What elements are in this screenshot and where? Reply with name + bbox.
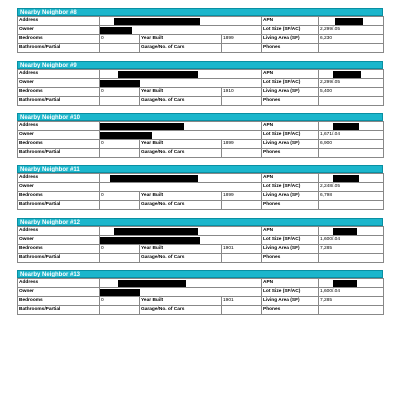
lot-size-label: Lot Size (SF/AC) xyxy=(262,131,319,140)
table-row xyxy=(18,140,384,149)
redaction-bar xyxy=(100,132,152,140)
lot-size-value: 1,600/.04 xyxy=(319,236,384,245)
apn-value xyxy=(319,227,384,236)
lot-size-label: Lot Size (SF/AC) xyxy=(262,79,319,88)
table-row xyxy=(18,236,384,245)
apn-label: APN xyxy=(262,279,319,288)
owner-label: Owner xyxy=(18,183,100,192)
year-built-label: Year Built xyxy=(140,192,222,201)
redaction-bar xyxy=(333,123,359,131)
lot-size-value: 2,299/.05 xyxy=(319,79,384,88)
table-row xyxy=(18,97,384,106)
bathrooms-value xyxy=(100,254,140,263)
owner-label: Owner xyxy=(18,288,100,297)
bathrooms-label: Bathrooms/Partial xyxy=(18,149,100,158)
garage-value xyxy=(222,254,262,263)
garage-label: Garage/No. of Cars xyxy=(140,306,222,315)
table-row xyxy=(18,26,384,35)
redaction-bar xyxy=(100,289,140,297)
table-row xyxy=(18,149,384,158)
bedrooms-value: 0 xyxy=(100,35,140,44)
bathrooms-value xyxy=(100,201,140,210)
address-label: Address xyxy=(18,17,100,26)
redaction-bar xyxy=(114,18,200,26)
address-value xyxy=(100,174,262,183)
year-built-label: Year Built xyxy=(140,297,222,306)
year-built-label: Year Built xyxy=(140,35,222,44)
living-area-value: 6,798 xyxy=(319,192,384,201)
phones-value xyxy=(319,149,384,158)
address-value xyxy=(100,122,262,131)
bedrooms-label: Bedrooms xyxy=(18,245,100,254)
section-title: Nearby Neighbor #11 xyxy=(17,165,383,173)
bathrooms-label: Bathrooms/Partial xyxy=(18,306,100,315)
garage-label: Garage/No. of Cars xyxy=(140,149,222,158)
table-row xyxy=(18,192,384,201)
address-label: Address xyxy=(18,70,100,79)
phones-label: Phones xyxy=(262,149,319,158)
neighbor-section xyxy=(17,113,383,158)
property-table xyxy=(17,69,384,106)
table-row xyxy=(18,17,384,26)
phones-value xyxy=(319,201,384,210)
property-table xyxy=(17,278,384,315)
table-row xyxy=(18,35,384,44)
garage-label: Garage/No. of Cars xyxy=(140,201,222,210)
phones-value xyxy=(319,254,384,263)
property-table xyxy=(17,121,384,158)
lot-size-label: Lot Size (SF/AC) xyxy=(262,288,319,297)
table-row xyxy=(18,279,384,288)
phones-value xyxy=(319,306,384,315)
phones-value xyxy=(319,97,384,106)
bedrooms-value: 0 xyxy=(100,140,140,149)
garage-value xyxy=(222,44,262,53)
table-row xyxy=(18,183,384,192)
lot-size-label: Lot Size (SF/AC) xyxy=(262,236,319,245)
address-label: Address xyxy=(18,174,100,183)
bathrooms-value xyxy=(100,149,140,158)
address-value xyxy=(100,17,262,26)
lot-size-label: Lot Size (SF/AC) xyxy=(262,26,319,35)
property-table xyxy=(17,173,384,210)
redaction-bar xyxy=(100,123,184,131)
bathrooms-value xyxy=(100,306,140,315)
apn-value xyxy=(319,279,384,288)
bathrooms-label: Bathrooms/Partial xyxy=(18,254,100,263)
apn-label: APN xyxy=(262,227,319,236)
bedrooms-label: Bedrooms xyxy=(18,35,100,44)
living-area-label: Living Area (SF) xyxy=(262,297,319,306)
table-row xyxy=(18,88,384,97)
year-built-value: 1901 xyxy=(222,245,262,254)
owner-value xyxy=(100,26,262,35)
table-row xyxy=(18,44,384,53)
living-area-label: Living Area (SF) xyxy=(262,35,319,44)
phones-label: Phones xyxy=(262,97,319,106)
phones-label: Phones xyxy=(262,254,319,263)
redaction-bar xyxy=(110,175,198,183)
year-built-value: 1910 xyxy=(222,88,262,97)
bedrooms-label: Bedrooms xyxy=(18,192,100,201)
phones-value xyxy=(319,44,384,53)
garage-value xyxy=(222,149,262,158)
neighbor-section xyxy=(17,270,383,315)
bathrooms-value xyxy=(100,97,140,106)
table-row xyxy=(18,306,384,315)
table-row xyxy=(18,288,384,297)
owner-value xyxy=(100,131,262,140)
bathrooms-value xyxy=(100,44,140,53)
neighbor-section xyxy=(17,61,383,106)
lot-size-label: Lot Size (SF/AC) xyxy=(262,183,319,192)
year-built-value: 1899 xyxy=(222,140,262,149)
section-title: Nearby Neighbor #9 xyxy=(17,61,383,69)
bedrooms-label: Bedrooms xyxy=(18,140,100,149)
living-area-label: Living Area (SF) xyxy=(262,88,319,97)
garage-value xyxy=(222,306,262,315)
table-row xyxy=(18,201,384,210)
bathrooms-label: Bathrooms/Partial xyxy=(18,201,100,210)
garage-label: Garage/No. of Cars xyxy=(140,44,222,53)
section-title: Nearby Neighbor #10 xyxy=(17,113,383,121)
redaction-bar xyxy=(114,228,198,236)
phones-label: Phones xyxy=(262,44,319,53)
redaction-bar xyxy=(100,237,200,245)
address-label: Address xyxy=(18,279,100,288)
property-table xyxy=(17,16,384,53)
owner-value xyxy=(100,183,262,192)
lot-size-value: 1,671/.04 xyxy=(319,131,384,140)
bedrooms-value: 0 xyxy=(100,88,140,97)
redaction-bar xyxy=(100,27,132,35)
apn-value xyxy=(319,122,384,131)
year-built-value: 1899 xyxy=(222,192,262,201)
lot-size-value: 2,299/.05 xyxy=(319,26,384,35)
bedrooms-label: Bedrooms xyxy=(18,88,100,97)
garage-label: Garage/No. of Cars xyxy=(140,254,222,263)
section-title: Nearby Neighbor #13 xyxy=(17,270,383,278)
apn-value xyxy=(319,70,384,79)
neighbor-section xyxy=(17,218,383,263)
apn-label: APN xyxy=(262,17,319,26)
address-value xyxy=(100,70,262,79)
owner-value xyxy=(100,288,262,297)
garage-label: Garage/No. of Cars xyxy=(140,97,222,106)
year-built-label: Year Built xyxy=(140,88,222,97)
table-row xyxy=(18,227,384,236)
redaction-bar xyxy=(335,18,363,26)
redaction-bar xyxy=(333,228,357,236)
living-area-value: 7,285 xyxy=(319,245,384,254)
redaction-bar xyxy=(333,175,359,183)
bedrooms-value: 0 xyxy=(100,245,140,254)
address-value xyxy=(100,227,262,236)
year-built-label: Year Built xyxy=(140,245,222,254)
apn-label: APN xyxy=(262,122,319,131)
living-area-label: Living Area (SF) xyxy=(262,192,319,201)
bathrooms-label: Bathrooms/Partial xyxy=(18,44,100,53)
table-row xyxy=(18,79,384,88)
lot-size-value: 1,600/.04 xyxy=(319,288,384,297)
lot-size-value: 2,248/.05 xyxy=(319,183,384,192)
bedrooms-value: 0 xyxy=(100,192,140,201)
address-label: Address xyxy=(18,122,100,131)
owner-label: Owner xyxy=(18,236,100,245)
living-area-label: Living Area (SF) xyxy=(262,140,319,149)
living-area-value: 6,230 xyxy=(319,35,384,44)
property-table xyxy=(17,226,384,263)
table-row xyxy=(18,245,384,254)
garage-value xyxy=(222,97,262,106)
owner-label: Owner xyxy=(18,131,100,140)
table-row xyxy=(18,70,384,79)
table-row xyxy=(18,174,384,183)
year-built-value: 1901 xyxy=(222,297,262,306)
neighbor-section xyxy=(17,165,383,210)
bedrooms-label: Bedrooms xyxy=(18,297,100,306)
phones-label: Phones xyxy=(262,306,319,315)
redaction-bar xyxy=(333,71,361,79)
redaction-bar xyxy=(118,280,186,288)
table-row xyxy=(18,297,384,306)
apn-label: APN xyxy=(262,174,319,183)
garage-value xyxy=(222,201,262,210)
address-value xyxy=(100,279,262,288)
table-row xyxy=(18,122,384,131)
living-area-label: Living Area (SF) xyxy=(262,245,319,254)
owner-label: Owner xyxy=(18,79,100,88)
neighbor-section xyxy=(17,8,383,53)
owner-value xyxy=(100,79,262,88)
apn-label: APN xyxy=(262,70,319,79)
apn-value xyxy=(319,17,384,26)
owner-value xyxy=(100,236,262,245)
section-title: Nearby Neighbor #8 xyxy=(17,8,383,16)
redaction-bar xyxy=(333,280,357,288)
owner-label: Owner xyxy=(18,26,100,35)
table-row xyxy=(18,131,384,140)
living-area-value: 7,285 xyxy=(319,297,384,306)
section-title: Nearby Neighbor #12 xyxy=(17,218,383,226)
redaction-bar xyxy=(100,80,140,88)
bathrooms-label: Bathrooms/Partial xyxy=(18,97,100,106)
bedrooms-value: 0 xyxy=(100,297,140,306)
redaction-bar xyxy=(118,71,198,79)
phones-label: Phones xyxy=(262,201,319,210)
address-label: Address xyxy=(18,227,100,236)
year-built-label: Year Built xyxy=(140,140,222,149)
living-area-value: 5,400 xyxy=(319,88,384,97)
table-row xyxy=(18,254,384,263)
apn-value xyxy=(319,174,384,183)
year-built-value: 1899 xyxy=(222,35,262,44)
living-area-value: 6,900 xyxy=(319,140,384,149)
